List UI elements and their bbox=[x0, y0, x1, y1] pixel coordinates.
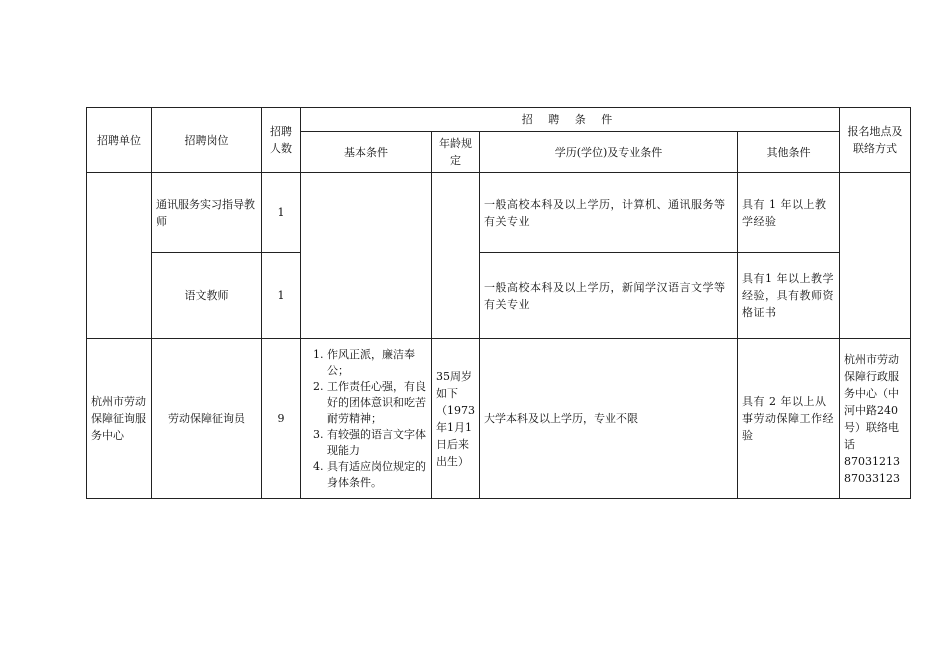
header-contact: 报名地点及联络方式 bbox=[840, 108, 911, 173]
other-cell: 具有 1 年以上教学经验 bbox=[738, 173, 840, 253]
list-item: 2. 工作责任心强，有良好的团体意识和吃苦耐劳精神； bbox=[327, 379, 427, 427]
header-row-1 bbox=[87, 108, 911, 132]
header-other: 其他条件 bbox=[738, 132, 840, 173]
table-row bbox=[87, 339, 911, 499]
list-item: 3. 有较强的语言文字体现能力 bbox=[327, 427, 427, 459]
edu-cell: 一般高校本科及以上学历，新闻学汉语言文学等有关专业 bbox=[480, 253, 738, 339]
recruitment-table bbox=[86, 107, 911, 499]
table-row bbox=[87, 173, 911, 253]
header-count: 招聘人数 bbox=[262, 108, 301, 173]
age-cell-empty bbox=[432, 173, 480, 339]
post-cell: 语文教师 bbox=[152, 253, 262, 339]
contact-cell-empty bbox=[840, 173, 911, 339]
basic-cell bbox=[301, 339, 432, 499]
header-edu: 学历(学位)及专业条件 bbox=[480, 132, 738, 173]
edu-cell: 一般高校本科及以上学历，计算机、通讯服务等有关专业 bbox=[480, 173, 738, 253]
header-age: 年龄规定 bbox=[432, 132, 480, 173]
header-unit: 招聘单位 bbox=[87, 108, 152, 173]
basic-conditions-list bbox=[305, 347, 427, 491]
edu-cell: 大学本科及以上学历，专业不限 bbox=[480, 339, 738, 499]
header-post: 招聘岗位 bbox=[152, 108, 262, 173]
table-row bbox=[87, 253, 911, 339]
count-cell: 9 bbox=[262, 339, 301, 499]
list-item: 1. 作风正派，廉洁奉公； bbox=[327, 347, 427, 379]
header-basic: 基本条件 bbox=[301, 132, 432, 173]
age-cell: 35周岁如下（1973年1月1日后来出生） bbox=[432, 339, 480, 499]
post-cell: 通讯服务实习指导教师 bbox=[152, 173, 262, 253]
count-cell: 1 bbox=[262, 253, 301, 339]
unit-cell: 杭州市劳动保障征询服务中心 bbox=[87, 339, 152, 499]
other-cell: 具有 2 年以上从事劳动保障工作经验 bbox=[738, 339, 840, 499]
header-conditions: 招 聘 条 件 bbox=[301, 108, 840, 132]
count-cell: 1 bbox=[262, 173, 301, 253]
other-cell: 具有1 年以上教学经验，具有教师资格证书 bbox=[738, 253, 840, 339]
list-item: 4. 具有适应岗位规定的身体条件。 bbox=[327, 459, 427, 491]
unit-cell-empty bbox=[87, 173, 152, 339]
contact-cell: 杭州市劳动保障行政服务中心（中河中路240号）联络电话87031213 87033123 bbox=[840, 339, 911, 499]
basic-cell-empty bbox=[301, 173, 432, 339]
post-cell: 劳动保障征询员 bbox=[152, 339, 262, 499]
